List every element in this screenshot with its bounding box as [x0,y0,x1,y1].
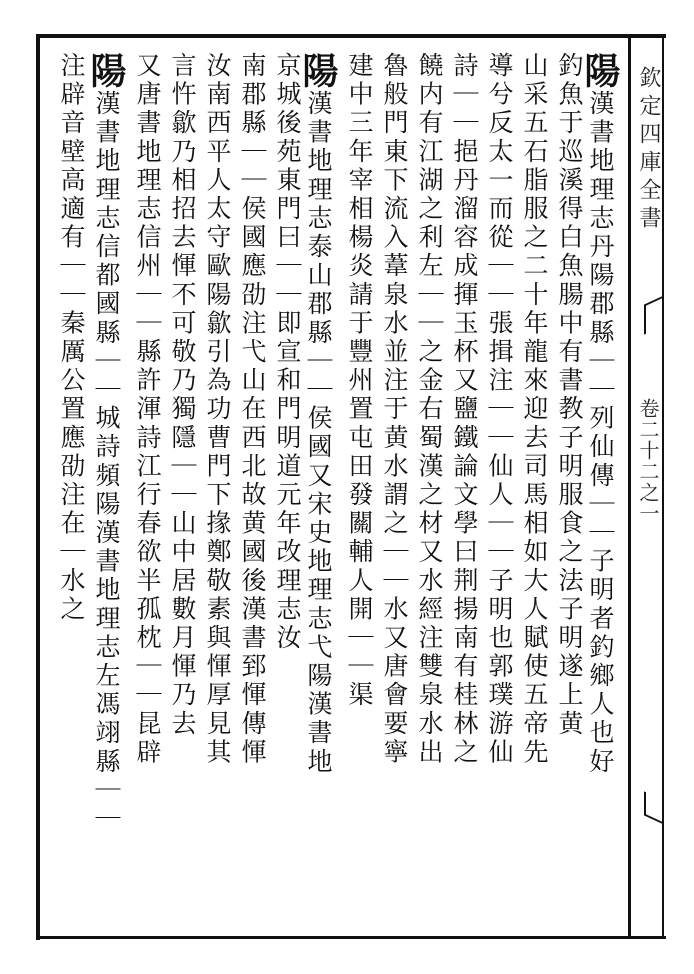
entry-head-char: 陽 [85,52,127,90]
margin-rule [628,34,631,939]
text-column-7 [379,52,409,932]
column-text: 導兮反太一而從｜｜張揖注｜｜仙人｜｜子明也郭璞游仙 [485,52,514,767]
text-column-1 [579,52,621,932]
text-column-6 [414,52,444,932]
text-column-3 [519,52,549,932]
column-text: 漢書地理志信都國縣｜｜城詩頻陽漢書地理志左馮翊縣｜｜ [92,90,121,834]
text-column-2 [554,52,584,932]
column-text: 釣魚于巡溪得白魚腸中有書教子明服食之法子明遂上黄 [555,52,584,739]
column-text: 建中三年宰相楊炎請于豐州置屯田發關輔人開｜｜渠 [345,52,374,710]
column-text: 漢書地理志泰山郡縣｜｜侯國又宋史地理志弋陽漢書地 [304,90,333,777]
frame-left-border [36,34,40,940]
text-column-14 [132,52,162,932]
column-text: 又唐書地理志信州｜｜縣許渾詩江行春欲半孤枕｜｜昆辟 [133,52,162,767]
text-column-8 [344,52,374,932]
text-column-15 [85,52,127,932]
column-text: 山采五石脂服之二十年龍來迎去司馬相如大人賦使五帝先 [520,52,549,767]
text-column-13 [167,52,197,932]
column-text: 詩｜｜挹丹溜容成揮玉杯又鹽鐵論文學曰荆揚南有桂林之 [450,52,479,767]
frame-bottom-border [36,936,666,939]
column-text: 饒内有江湖之利左｜｜之金右蜀漢之材又水經注雙泉水出 [415,52,444,767]
frame-top-border [36,34,666,38]
text-column-16 [56,52,86,932]
entry-head-char: 陽 [579,52,621,90]
text-column-10 [272,52,302,932]
column-text: 京城後苑東門曰｜｜即宣和門明道元年改理志汝 [273,52,302,653]
text-column-9 [297,52,339,932]
column-text: 汝南西平人太守歐陽歙引為功曹門下掾鄭敬素與惲厚見其 [203,52,232,767]
text-column-11 [237,52,267,932]
fish-tail-mark-bottom [644,791,664,824]
column-text: 漢書地理志丹陽郡縣｜｜列仙傳｜｜子明者釣鄉人也好 [586,90,615,777]
column-text: 注辟音壁高適有｜｜秦厲公置應劭注在｜水之 [57,52,86,624]
entry-head-char: 陽 [297,52,339,90]
text-column-12 [202,52,232,932]
volume-label: 卷二十二之一 [636,398,660,524]
column-text: 南郡縣｜｜侯國應劭注弋山在西北故黄國後漢書郅惲傳惲 [238,52,267,767]
fish-tail-mark-top [644,295,664,334]
text-column-4 [484,52,514,932]
column-text: 魯般門東下流入葦泉水並注于黄水謂之｜｜水又唐會要寧 [380,52,409,767]
text-column-5 [449,52,479,932]
column-text: 言忤歙乃相招去惲不可敬乃獨隱｜｜山中居數月惲乃去 [168,52,197,739]
book-title: 欽定四庫全書 [636,66,661,234]
